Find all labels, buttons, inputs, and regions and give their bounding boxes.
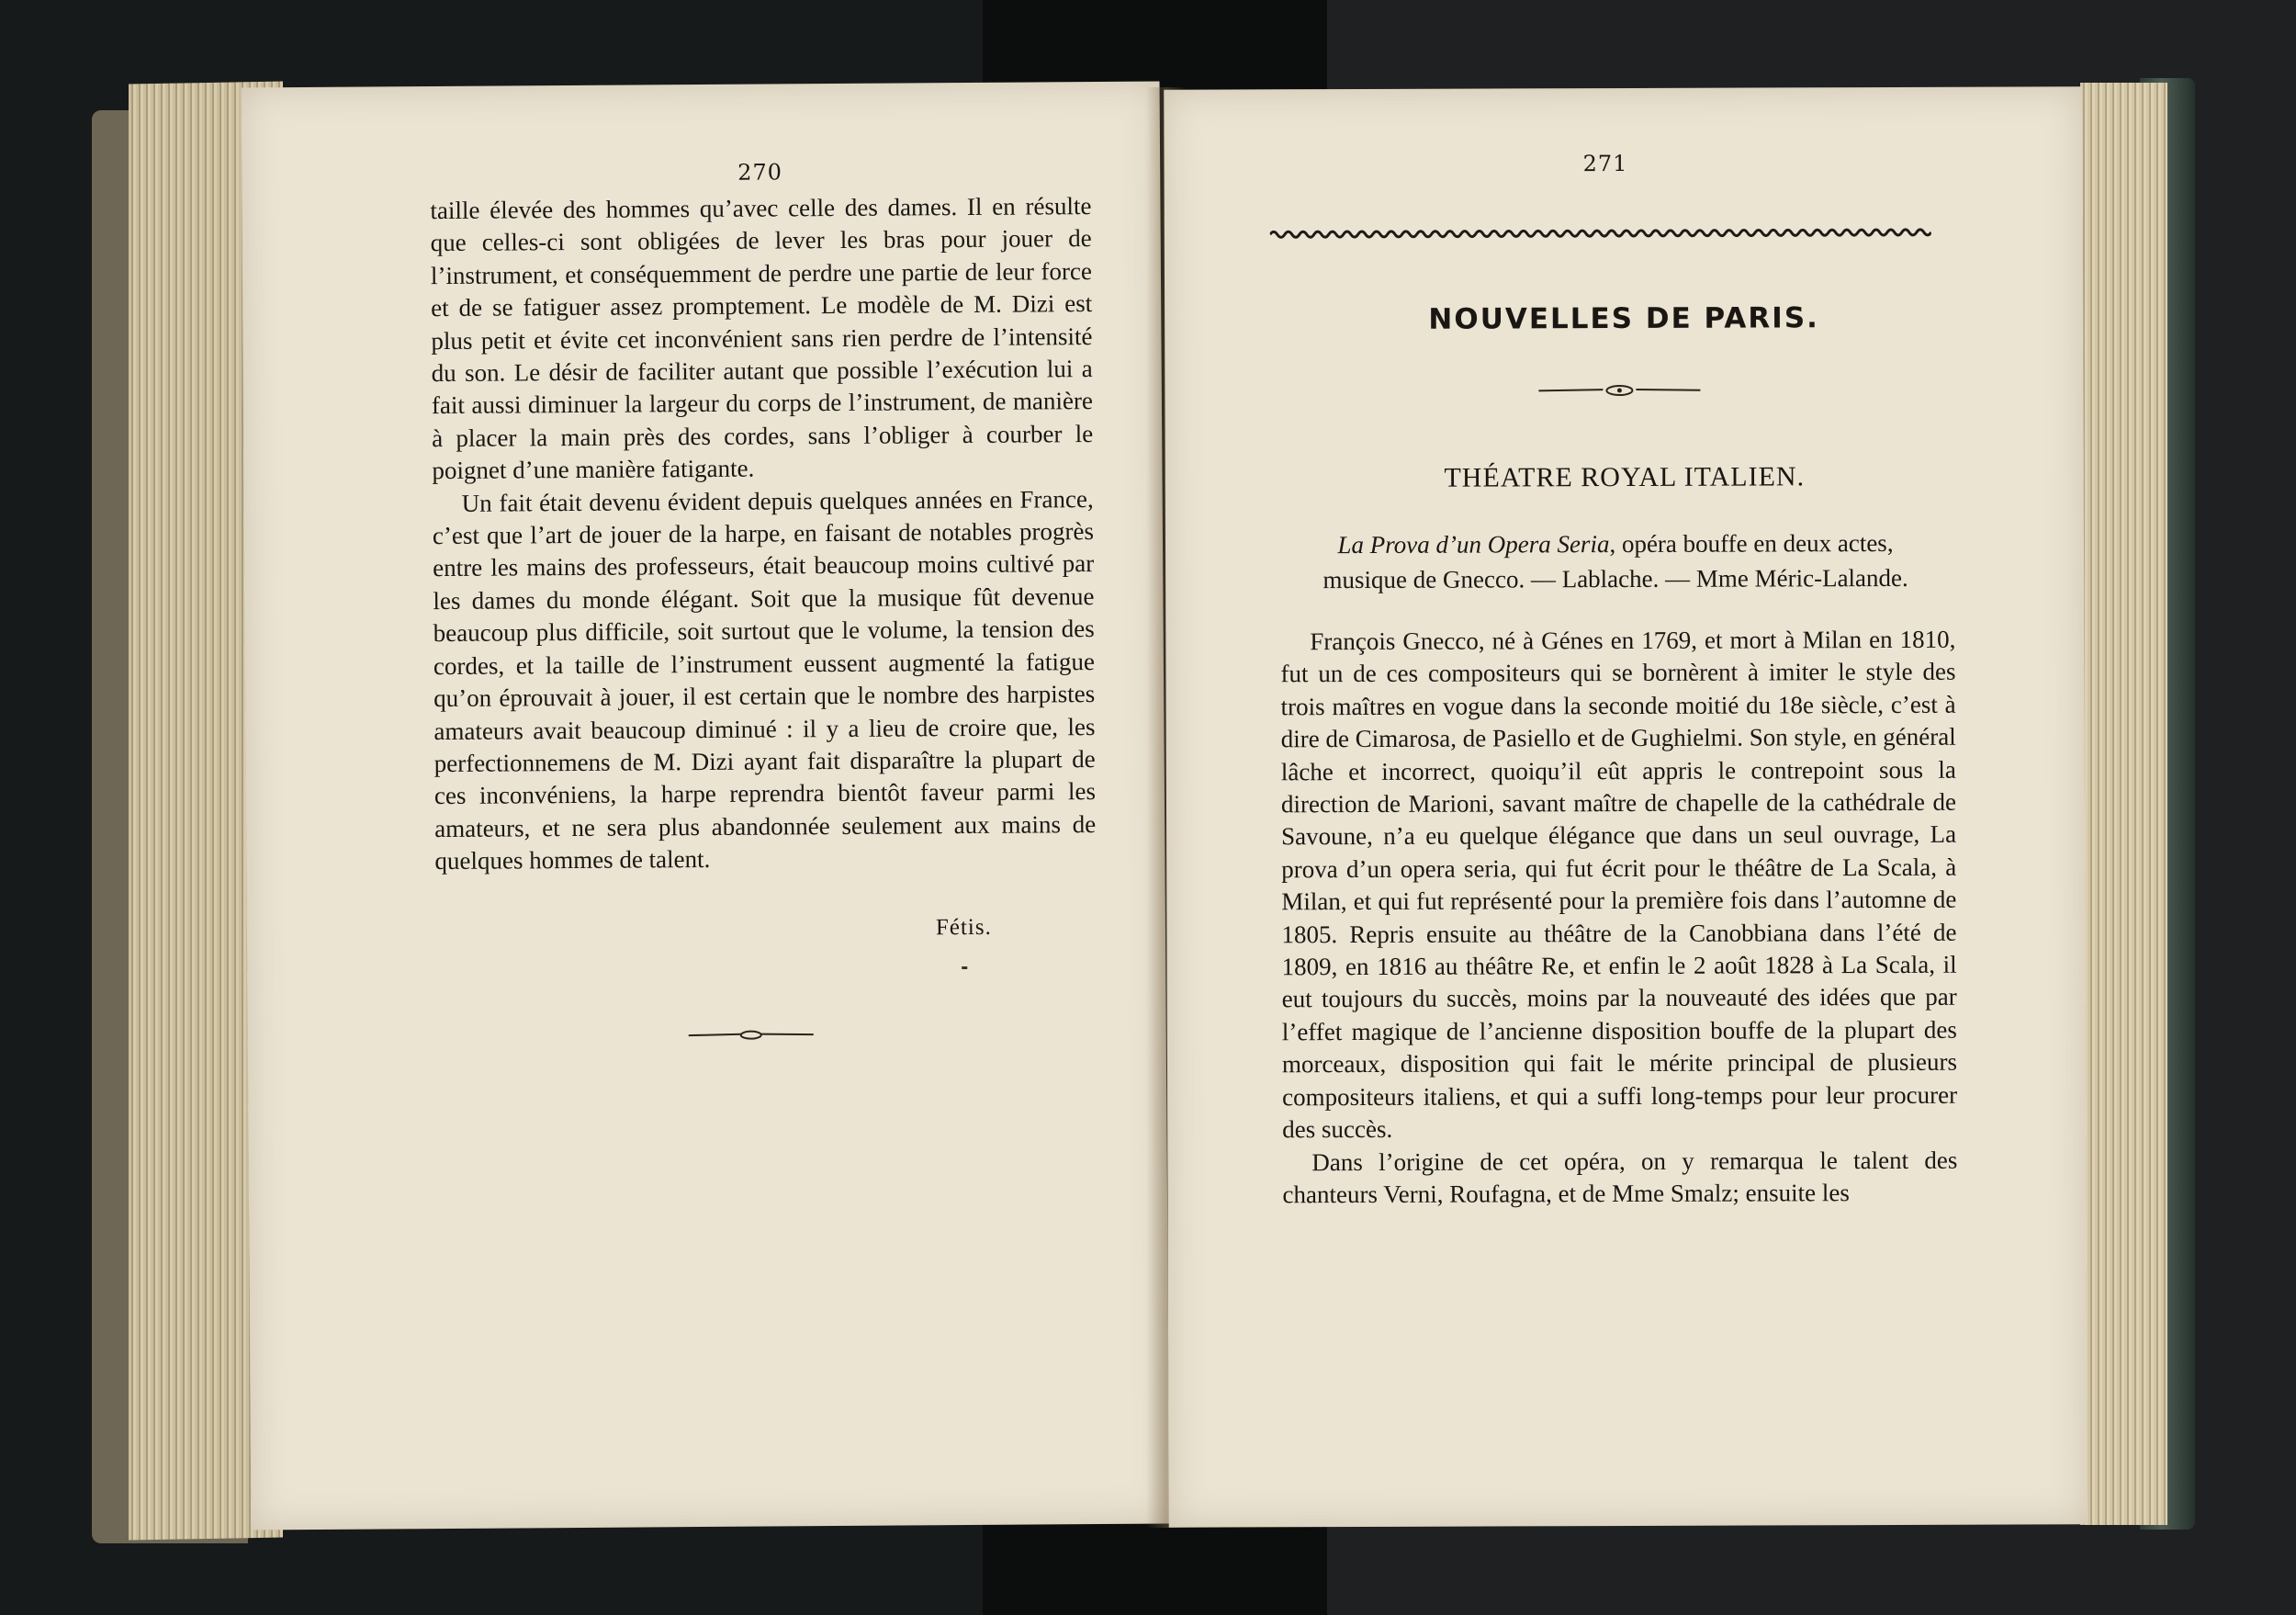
right-page-body xyxy=(1280,624,1957,1212)
paragraph: Un fait était devenu évident depuis quelques années en France, c’est que l’art de jouer de la harpe, en faisant de notables progrès entre les mains des professeurs, était beaucoup moins cultivé par les dames du monde élégant. Soit que la musique fût devenue beaucoup plus difficile, soit surtout que le volume, la tension des cordes, et la taille de l’instrument eussent augmenté la fatigue qu’on éprouvait à jouer, il est certain que le nombre des harpistes amateurs avait beaucoup diminué : il y a lieu de croire que, les perfectionnemens de M. Dizi ayant fait disparaître la plupart de ces inconvéniens, la harpe reprendra bientôt faveur parmi les amateurs, et ne sera plus abandonnée seulement aux mains de quelques hommes de talent. xyxy=(432,484,1097,875)
opera-description: , opéra bouffe en deux actes, xyxy=(1609,528,1894,559)
tailpiece-ornament xyxy=(687,1028,816,1042)
section-heading: NOUVELLES DE PARIS. xyxy=(1428,301,1819,336)
left-page-body xyxy=(430,190,1096,878)
paragraph: François Gnecco, né à Génes en 1769, et mort à Milan en 1810, fut un de ces compositeurs qui se bornèrent à imiter le style des trois maîtres en vogue dans la seconde moitié du 18e siècle, c’est à dire de Cimarosa, de Pasiello et de Gughielmi. Son style, en général lâche et incorrect, quoiqu’il eût appris le contrepoint sous la direction de Marioni, savant maître de chapelle de la cathédrale de Savoune, n’a eu quelque élégance que dans un seul ouvrage, La prova d’un opera seria, qui fut écrit pour le théâtre de La Scala, à Milan, et qui fut représenté pour la première fois dans l’automne de 1805. Repris ensuite au théâtre de la Canobbiana dans l’été de 1809, en 1816 au théâtre Re, et enfin le 2 août 1828 à La Scala, il eut toujours du succès, moins par la nouveauté des idées que par l’effet magique de l’ancienne disposition bouffe de la plupart des morceaux, disposition qui fait le mérite principal de plusieurs compositeurs italiens, et qui a suffi long-temps pour leur procurer des succès. xyxy=(1280,625,1958,1144)
section-subheading: THÉATRE ROYAL ITALIEN. xyxy=(1444,461,1806,493)
ink-mark xyxy=(962,966,967,969)
page-edges-right xyxy=(2080,83,2167,1525)
right-page xyxy=(1164,86,2087,1527)
left-page xyxy=(242,82,1170,1530)
paragraph: Dans l’origine de cet opéra, on y remarqua le talent des chanteurs Verni, Roufagna, et de Mme Smalz; ensuite les xyxy=(1282,1146,1958,1209)
page-number: 270 xyxy=(737,159,783,186)
author-signature: Fétis. xyxy=(935,914,992,941)
opera-title: La Prova d’un Opera Seria xyxy=(1337,530,1610,559)
page-number: 271 xyxy=(1582,150,1628,177)
paragraph: taille élevée des hommes qu’avec celle des dames. Il en résulte que celles-ci sont obligées de lever les bras pour jouer de l’instrument, et conséquemment de perdre une partie de leur force et de se fatiguer assez promptement. Le modèle de M. Dizi est plus petit et évite cet inconvénient sans rien perdre de l’intensité du son. Le désir de faciliter autant que possible l’exécution lui a fait aussi diminuer la largeur du corps de l’instrument, de manière à placer la main près des cordes, sans l’obliger à courber le poignet d’une manière fatigante. xyxy=(430,192,1094,485)
opera-credits-line: musique de Gnecco. — Lablache. — Mme Méric-Lalande. xyxy=(1322,563,1908,594)
opera-title-line xyxy=(1280,526,1951,562)
heading-ornament xyxy=(1536,384,1702,398)
wavy-rule xyxy=(1270,225,1931,243)
